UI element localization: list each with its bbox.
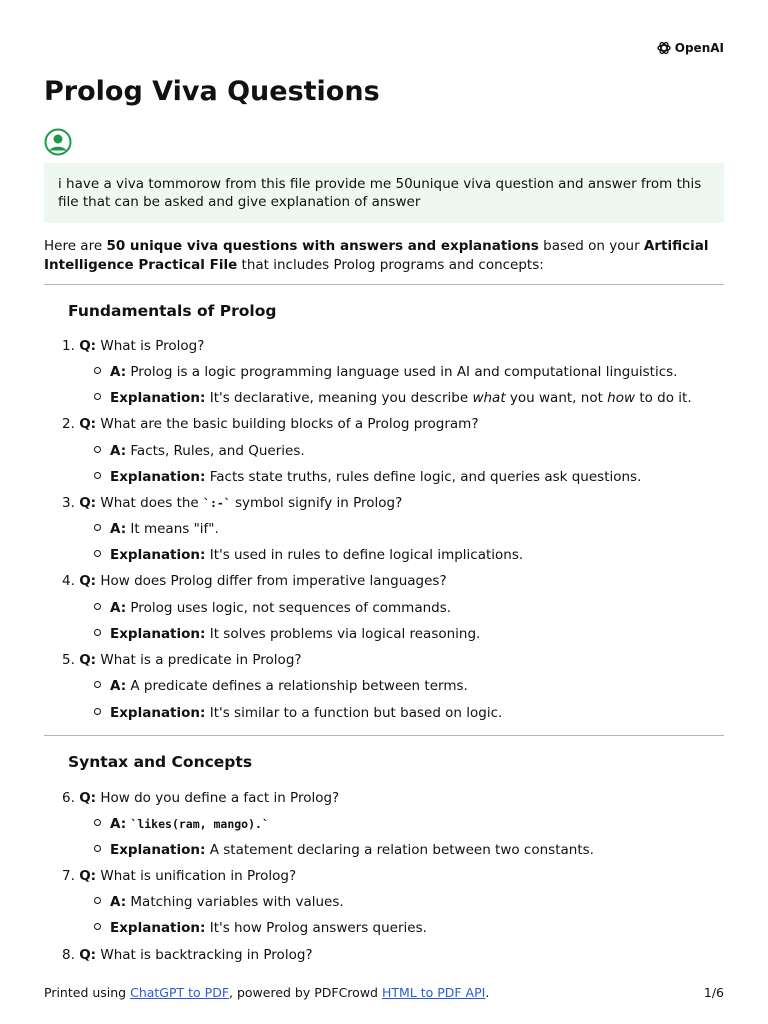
question-4: 4. Q: How does Prolog differ from imperative languages? [62, 573, 447, 589]
question-5: 5. Q: What is a predicate in Prolog? [62, 652, 302, 668]
section-title-syntax: Syntax and Concepts [68, 753, 253, 771]
intro-text-3: that includes Prolog programs and concepts: [237, 257, 544, 273]
explanation-5: Explanation: It's similar to a function but based on logic. [94, 704, 502, 722]
intro-text-1: Here are [44, 238, 107, 254]
divider [44, 735, 724, 736]
question-2: 2. Q: What are the basic building blocks of a Prolog program? [62, 416, 479, 432]
bullet-icon [94, 708, 101, 715]
explanation-6: Explanation: A statement declaring a relation between two constants. [94, 841, 594, 859]
bullet-icon [94, 393, 101, 400]
explanation-4: Explanation: It solves problems via logical reasoning. [94, 625, 480, 643]
print-footer: Printed using ChatGPT to PDF, powered by PDFCrowd HTML to PDF API. [44, 985, 490, 1000]
openai-icon [656, 40, 672, 56]
bullet-icon [94, 923, 101, 930]
bullet-icon [94, 550, 101, 557]
bullet-icon [94, 446, 101, 453]
answer-6: A: `likes(ram, mango).` [94, 815, 269, 833]
page-title: Prolog Viva Questions [44, 76, 380, 107]
answer-7: A: Matching variables with values. [94, 893, 344, 911]
explanation-2: Explanation: Facts state truths, rules define logic, and queries ask questions. [94, 468, 641, 486]
chatgpt-to-pdf-link[interactable]: ChatGPT to PDF [130, 985, 230, 1000]
bullet-icon [94, 603, 101, 610]
bullet-icon [94, 681, 101, 688]
user-avatar-icon [44, 128, 72, 156]
bullet-icon [94, 897, 101, 904]
page-number: 1/6 [703, 985, 724, 1000]
intro-bold-1: 50 unique viva questions with answers and explanations [106, 238, 539, 254]
answer-3: A: It means "if". [94, 520, 219, 538]
answer-2: A: Facts, Rules, and Queries. [94, 442, 305, 460]
user-prompt: i have a viva tommorow from this file provide me 50unique viva question and answer from this file that can be asked and give explanation of answer [44, 163, 724, 223]
answer-1: A: Prolog is a logic programming language used in AI and computational linguistics. [94, 363, 677, 381]
bullet-icon [94, 524, 101, 531]
openai-logo [656, 40, 724, 56]
question-8: 8. Q: What is backtracking in Prolog? [62, 947, 313, 963]
question-7: 7. Q: What is unification in Prolog? [62, 868, 297, 884]
bullet-icon [94, 845, 101, 852]
intro-paragraph [44, 237, 724, 275]
bullet-icon [94, 472, 101, 479]
intro-text-2: based on your [538, 238, 644, 254]
divider [44, 284, 724, 285]
bullet-icon [94, 819, 101, 826]
html-to-pdf-api-link[interactable]: HTML to PDF API [381, 985, 486, 1000]
question-1: 1. Q: What is Prolog? [62, 338, 205, 354]
bullet-icon [94, 629, 101, 636]
explanation-1: Explanation: It's declarative, meaning you describe what you want, not how to do it. [94, 389, 692, 407]
intro-bold-2: Artificial Intelligence Practical File [44, 238, 709, 273]
section-title-fundamentals: Fundamentals of Prolog [68, 302, 277, 320]
explanation-7: Explanation: It's how Prolog answers queries. [94, 919, 427, 937]
answer-5: A: A predicate defines a relationship between terms. [94, 677, 468, 695]
answer-4: A: Prolog uses logic, not sequences of commands. [94, 599, 451, 617]
explanation-3: Explanation: It's used in rules to define logical implications. [94, 546, 523, 564]
bullet-icon [94, 367, 101, 374]
question-6: 6. Q: How do you define a fact in Prolog? [62, 790, 340, 806]
brand-name: OpenAI [674, 41, 724, 55]
question-3: 3. Q: What does the `:-` symbol signify in Prolog? [62, 495, 403, 511]
